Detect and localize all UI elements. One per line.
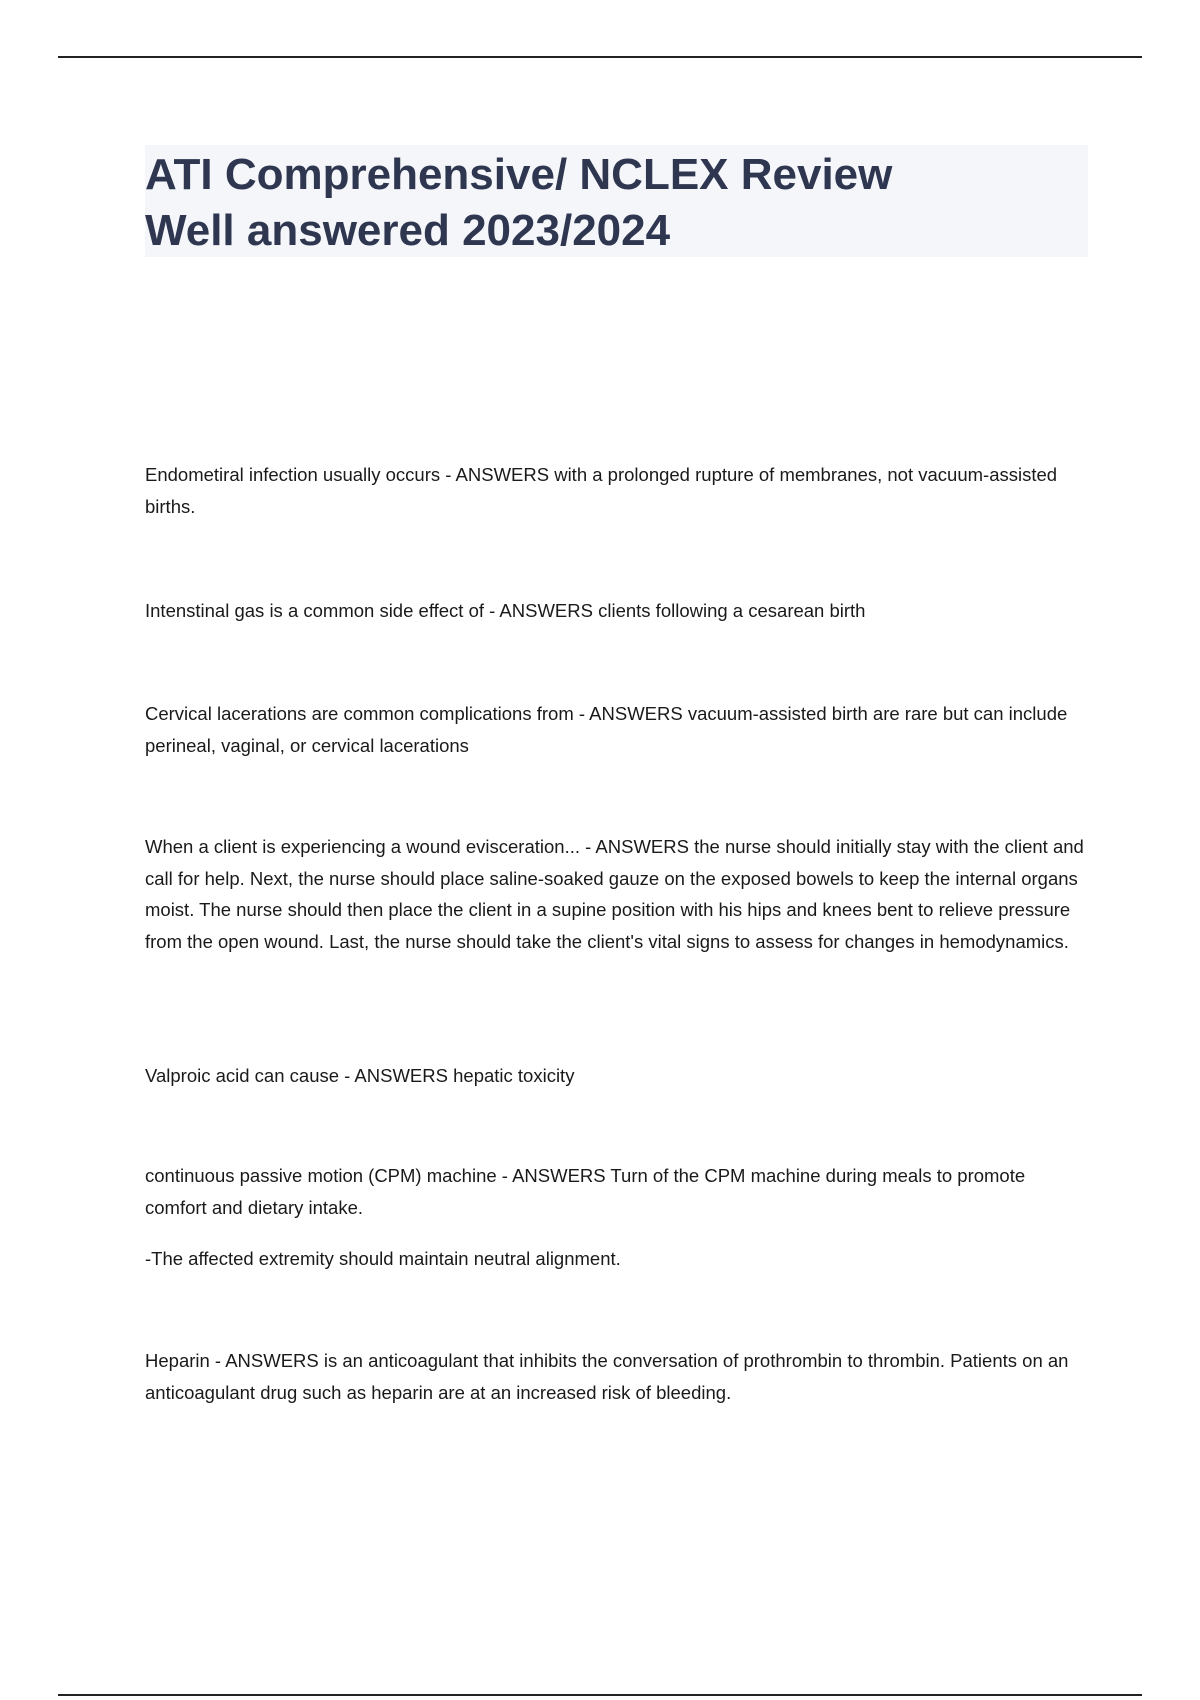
- qa-text: Cervical lacerations are common complications from - ANSWERS vacuum-assisted birth are rare but can include perineal, vaginal, or cervical lacerations: [145, 703, 1068, 756]
- qa-text: Valproic acid can cause - ANSWERS hepatic toxicity: [145, 1065, 575, 1086]
- qa-text: When a client is experiencing a wound evisceration... - ANSWERS the nurse should initially stay with the client and call for help. Next, the nurse should place saline-soaked gauze on the exposed bowels to keep the internal organs moist. The nurse should then place the client in a supine position with his hips and knees bent to relieve pressure from the open wound. Last, the nurse should take the client's vital signs to assess for changes in hemodynamics.: [145, 836, 1084, 952]
- title-line-2: Well answered 2023/2024: [145, 206, 671, 255]
- title-block: [145, 145, 1088, 257]
- page-title: [145, 147, 1088, 259]
- qa-text: continuous passive motion (CPM) machine - ANSWERS Turn of the CPM machine during meals to promote comfort and dietary intake.: [145, 1165, 1026, 1218]
- top-rule: [58, 56, 1142, 58]
- qa-entry-cpm-machine: [145, 1160, 1090, 1275]
- qa-entry-endometrial-infection: [145, 459, 1090, 522]
- bottom-rule: [58, 1694, 1142, 1696]
- qa-text: Heparin - ANSWERS is an anticoagulant that inhibits the conversation of prothrombin to thrombin. Patients on an anticoagulant drug such as heparin are at an increased risk of bleeding.: [145, 1350, 1069, 1403]
- title-line-1: ATI Comprehensive/ NCLEX Review: [145, 150, 893, 199]
- qa-subpoint: -The affected extremity should maintain neutral alignment.: [145, 1248, 621, 1269]
- qa-entry-wound-evisceration: [145, 831, 1090, 957]
- qa-entry-valproic-acid: [145, 1060, 1090, 1092]
- qa-text: Endometiral infection usually occurs - ANSWERS with a prolonged rupture of membranes, not vacuum-assisted births.: [145, 464, 1058, 517]
- qa-entry-intestinal-gas: [145, 595, 1090, 627]
- qa-entry-heparin: [145, 1345, 1090, 1408]
- qa-entry-cervical-lacerations: [145, 698, 1090, 761]
- qa-text: Intenstinal gas is a common side effect of - ANSWERS clients following a cesarean birth: [145, 600, 866, 621]
